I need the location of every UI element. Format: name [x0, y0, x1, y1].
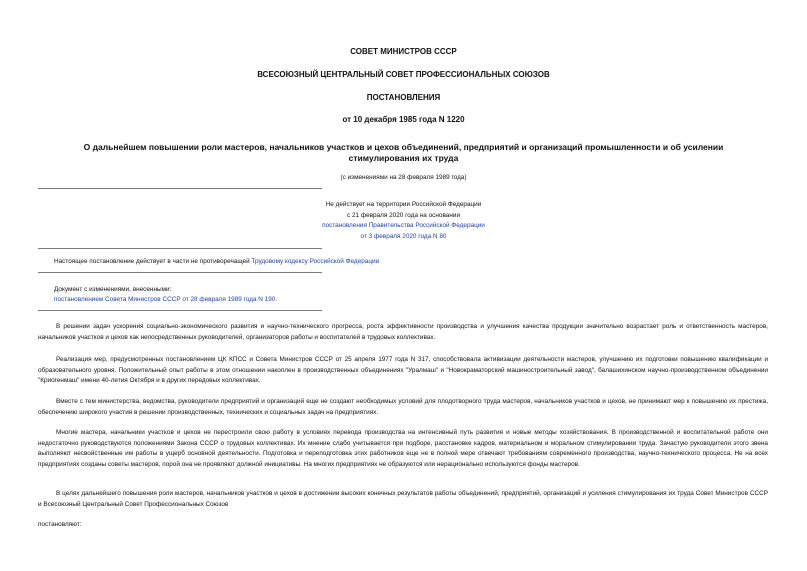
status-line-2: с 21 февраля 2020 года на основании	[346, 211, 461, 219]
body-paragraph: В целях дальнейшего повышения роли мастеров, начальников участков и цехов в достижении высоких конечных результатов работы объединений, предприятий, организаций и усиления стимулирования их труда Совет Министров СССР и Всесоюзный Центральный Совет Профессиональных Союзов	[38, 490, 768, 508]
status-notice	[230, 200, 577, 242]
divider	[38, 188, 322, 189]
changes-note: (с изменениями на 28 февраля 1989 года)	[340, 174, 467, 181]
validity-text: Настоящее постановление действует в части не противоречащей	[54, 258, 252, 265]
amendment-suffix: .	[275, 296, 278, 303]
amendments-label: Документ с изменениями, внесенными:	[54, 286, 172, 293]
status-link-resolution[interactable]: постановления Правительства Российской Федерации	[322, 222, 485, 229]
resolution-word: постановляют:	[38, 521, 82, 528]
body-paragraph: Вместе с тем министерства, ведомства, руководители предприятий и организаций еще не создают необходимых условий для плодотворного труда мастеров, начальников участков и цехов, не принимают мер к повышению их престижа, обеспечению широкого участия в решении производственных, технических и социальных задач на предприятиях.	[38, 398, 768, 416]
document-title	[60, 142, 747, 164]
document-title-line-2: стимулирования их труда	[348, 153, 459, 163]
body-paragraph: Многие мастера, начальники участков и цехов не перестроили свою работу в условиях перевода производства на интенсивный путь развития и новые методы хозяйствования. В производственной и воспитательной работе они недостаточно руководствуются положениями Закона СССР о трудовых коллективах. Их мнение слабо учитывается при подборе, расстановке кадров, материальном и моральном стимулировании труда. Зачастую руководители этого звена выполняют несвойственные им работы в ущерб основной деятельности. Подготовка и переподготовка этих работников еще не в полной мере отвечают требованиям современного производства, научно-технического процесса. Не на всех предприятиях созданы советы мастеров, порой она не проявляют должной инициативы. На многих предприятиях не образуются или нерационально используются фонды мастеров.	[38, 429, 768, 468]
body-paragraph: Реализация мер, предусмотренных постановлением ЦК КПСС и Совета Министров СССР от 25 апреля 1977 года N 317, способствовала активизации деятельности мастеров, улучшению их подготовки повышению квалификации и образовательного уровня. Положительный опыт работы в этом отношении накоплен в производственных объединениях "Уралмаш" и "Новокраматорский машиностроительный завод", балашихинском научно-производственном объединении "Криогенмаш" имени 40-летия Октября и в других передовых коллективах.	[38, 356, 768, 385]
body-paragraph: В решении задач ускорения социально-экономического развития и научно-технического прогресса, роста эффективности производства и улучшения качества продукции значительно возрастает роль и ответственность мастеров, начальников участков и цехов как непосредственных руководителей, организаторов работы и воспитателей в трудовых коллективах.	[38, 323, 768, 341]
amendment-link[interactable]: постановлением Совета Министров СССР от 28 февраля 1989 года N 190	[54, 296, 276, 303]
status-link-date[interactable]: от 3 февраля 2020 года N 80	[360, 232, 447, 240]
document-date-number: от 10 декабря 1985 года N 1220	[342, 115, 465, 124]
issuer-unions: ВСЕСОЮЗНЫЙ ЦЕНТРАЛЬНЫЙ СОВЕТ ПРОФЕССИОНАЛЬНЫХ СОЮЗОВ	[257, 70, 550, 79]
issuer-council: СОВЕТ МИНИСТРОВ СССР	[350, 47, 457, 56]
labor-code-link[interactable]: Трудовому кодексу Российской Федерации	[251, 258, 380, 265]
amendments-note	[54, 295, 754, 306]
document-type: ПОСТАНОВЛЕНИЯ	[366, 93, 441, 102]
divider	[38, 248, 322, 249]
status-line-1: Не действует на территории Российской Федерации	[325, 201, 482, 208]
document-title-line-1: О дальнейшем повышении роли мастеров, начальников участков и цехов объединений, предприятий и организаций промышленности и об усилении	[83, 142, 724, 152]
divider	[38, 272, 322, 273]
divider	[38, 310, 322, 311]
validity-note	[54, 257, 754, 268]
